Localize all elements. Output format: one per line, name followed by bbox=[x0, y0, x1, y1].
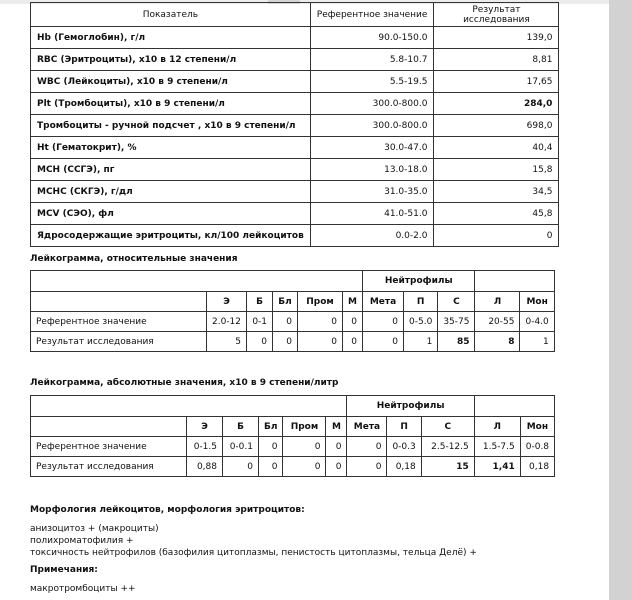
result-value: 34,5 bbox=[434, 181, 559, 203]
table-row bbox=[31, 312, 555, 332]
column-header-empty bbox=[31, 417, 187, 437]
cell-value: 5 bbox=[207, 332, 247, 352]
cell-value: 0 bbox=[298, 332, 343, 352]
cell-value: 0-1 bbox=[247, 312, 273, 332]
row-label: Референтное значение bbox=[31, 312, 207, 332]
column-header: Пром bbox=[298, 292, 343, 312]
group-header-row bbox=[31, 396, 555, 417]
reference-value: 5.5-19.5 bbox=[310, 71, 434, 93]
table-row bbox=[31, 181, 559, 203]
row-label: Референтное значение bbox=[31, 437, 187, 457]
table-row bbox=[31, 49, 559, 71]
column-header: Бл bbox=[273, 292, 298, 312]
column-header: Э bbox=[207, 292, 247, 312]
table-row bbox=[31, 27, 559, 49]
cell-value: 0 bbox=[363, 312, 404, 332]
group-header-empty bbox=[31, 396, 347, 417]
cell-value: 0-0.8 bbox=[520, 437, 554, 457]
table-row bbox=[31, 137, 559, 159]
indicator-name: MCV (СЭО), фл bbox=[31, 203, 311, 225]
cell-value: 0 bbox=[259, 437, 283, 457]
result-value: 698,0 bbox=[434, 115, 559, 137]
header-reference: Референтное значение bbox=[310, 3, 434, 27]
indicator-name: Plt (Тромбоциты), x10 в 9 степени/л bbox=[31, 93, 311, 115]
leukogram-absolute-title: Лейкограмма, абсолютные значения, x10 в 9 степени/литр bbox=[30, 378, 339, 388]
indicator-name: Ht (Гематокрит), % bbox=[31, 137, 311, 159]
cell-value: 1.5-7.5 bbox=[474, 437, 520, 457]
cell-value: 35-75 bbox=[438, 312, 475, 332]
cell-value: 0 bbox=[223, 457, 259, 477]
neutrophils-group-header: Нейтрофилы bbox=[347, 396, 474, 417]
morphology-line: токсичность нейтрофилов (базофилия цитоплазмы, пенистость цитоплазмы, тельца Делё) + bbox=[30, 548, 477, 558]
column-header: Мета bbox=[347, 417, 387, 437]
cell-value: 0 bbox=[298, 312, 343, 332]
cell-value: 0 bbox=[273, 312, 298, 332]
indicator-name: Hb (Гемоглобин), г/л bbox=[31, 27, 311, 49]
reference-value: 30.0-47.0 bbox=[310, 137, 434, 159]
column-header-row bbox=[31, 417, 555, 437]
cell-value: 0 bbox=[259, 457, 283, 477]
column-header: Л bbox=[475, 292, 520, 312]
table-row bbox=[31, 225, 559, 247]
table-row bbox=[31, 457, 555, 477]
table-row bbox=[31, 437, 555, 457]
column-header: М bbox=[343, 292, 363, 312]
cell-value: 0 bbox=[326, 457, 347, 477]
leukogram-absolute-table bbox=[30, 395, 555, 477]
cell-value: 0 bbox=[273, 332, 298, 352]
column-header: П bbox=[404, 292, 438, 312]
column-header: Мон bbox=[520, 292, 554, 312]
cell-value: 0-4.0 bbox=[520, 312, 554, 332]
reference-value: 300.0-800.0 bbox=[310, 93, 434, 115]
column-header-empty bbox=[31, 292, 207, 312]
column-header: Б bbox=[223, 417, 259, 437]
result-value: 45,8 bbox=[434, 203, 559, 225]
column-header: М bbox=[326, 417, 347, 437]
cell-value: 20-55 bbox=[475, 312, 520, 332]
cell-value: 85 bbox=[438, 332, 475, 352]
result-value: 17,65 bbox=[434, 71, 559, 93]
cell-value: 1,41 bbox=[474, 457, 520, 477]
right-gutter bbox=[609, 0, 632, 600]
indicator-name: RBC (Эритроциты), x10 в 12 степени/л bbox=[31, 49, 311, 71]
result-value: 284,0 bbox=[434, 93, 559, 115]
header-result bbox=[434, 3, 559, 27]
reference-value: 90.0-150.0 bbox=[310, 27, 434, 49]
cell-value: 0 bbox=[343, 332, 363, 352]
column-header: Мон bbox=[520, 417, 554, 437]
cell-value: 0 bbox=[347, 437, 387, 457]
result-value: 8,81 bbox=[434, 49, 559, 71]
cell-value: 0 bbox=[326, 437, 347, 457]
column-header-row bbox=[31, 292, 555, 312]
result-value: 15,8 bbox=[434, 159, 559, 181]
morphology-line: полихроматофилия + bbox=[30, 536, 134, 546]
reference-value: 5.8-10.7 bbox=[310, 49, 434, 71]
cell-value: 0,88 bbox=[187, 457, 223, 477]
result-value: 0 bbox=[434, 225, 559, 247]
column-header: С bbox=[421, 417, 474, 437]
column-header: Пром bbox=[283, 417, 326, 437]
cell-value: 1 bbox=[404, 332, 438, 352]
blood-results-table bbox=[30, 2, 559, 247]
leukogram-relative-table bbox=[30, 270, 555, 352]
header-indicator: Показатель bbox=[31, 3, 311, 27]
cell-value: 0-0.3 bbox=[387, 437, 421, 457]
result-value: 139,0 bbox=[434, 27, 559, 49]
column-header: С bbox=[438, 292, 475, 312]
indicator-name: MCHC (СКГЭ), г/дл bbox=[31, 181, 311, 203]
column-header: Бл bbox=[259, 417, 283, 437]
reference-value: 13.0-18.0 bbox=[310, 159, 434, 181]
cell-value: 0 bbox=[343, 312, 363, 332]
cell-value: 8 bbox=[475, 332, 520, 352]
column-header: Л bbox=[474, 417, 520, 437]
cell-value: 0,18 bbox=[520, 457, 554, 477]
group-header-row bbox=[31, 271, 555, 292]
cell-value: 0 bbox=[347, 457, 387, 477]
indicator-name: Тромбоциты - ручной подсчет , x10 в 9 степени/л bbox=[31, 115, 311, 137]
row-label: Результат исследования bbox=[31, 457, 187, 477]
header-result-line2: исследования bbox=[463, 14, 530, 25]
cell-value: 15 bbox=[421, 457, 474, 477]
header-result-line1: Результат bbox=[472, 4, 521, 15]
notes-line: макротромбоциты ++ bbox=[30, 584, 136, 594]
cell-value: 2.0-12 bbox=[207, 312, 247, 332]
morphology-title: Морфология лейкоцитов, морфология эритроцитов: bbox=[30, 505, 305, 515]
reference-value: 41.0-51.0 bbox=[310, 203, 434, 225]
table-row bbox=[31, 115, 559, 137]
table-row bbox=[31, 93, 559, 115]
column-header: Э bbox=[187, 417, 223, 437]
cell-value: 0-5.0 bbox=[404, 312, 438, 332]
cell-value: 2.5-12.5 bbox=[421, 437, 474, 457]
group-header-empty bbox=[474, 396, 554, 417]
row-label: Результат исследования bbox=[31, 332, 207, 352]
cell-value: 0 bbox=[283, 437, 326, 457]
table-row bbox=[31, 332, 555, 352]
table-header-row bbox=[31, 3, 559, 27]
table-row bbox=[31, 203, 559, 225]
cell-value: 0,18 bbox=[387, 457, 421, 477]
cell-value: 0-0.1 bbox=[223, 437, 259, 457]
morphology-line: анизоцитоз + (макроциты) bbox=[30, 524, 159, 534]
cell-value: 1 bbox=[520, 332, 554, 352]
column-header: Мета bbox=[363, 292, 404, 312]
group-header-empty bbox=[475, 271, 554, 292]
group-header-empty bbox=[31, 271, 363, 292]
reference-value: 300.0-800.0 bbox=[310, 115, 434, 137]
cell-value: 0 bbox=[283, 457, 326, 477]
notes-title: Примечания: bbox=[30, 565, 98, 575]
indicator-name: MCH (ССГЭ), пг bbox=[31, 159, 311, 181]
result-value: 40,4 bbox=[434, 137, 559, 159]
reference-value: 0.0-2.0 bbox=[310, 225, 434, 247]
cell-value: 0 bbox=[247, 332, 273, 352]
indicator-name: WBC (Лейкоциты), x10 в 9 степени/л bbox=[31, 71, 311, 93]
column-header: Б bbox=[247, 292, 273, 312]
table-row bbox=[31, 71, 559, 93]
cell-value: 0-1.5 bbox=[187, 437, 223, 457]
column-header: П bbox=[387, 417, 421, 437]
table-row bbox=[31, 159, 559, 181]
indicator-name: Ядросодержащие эритроциты, кл/100 лейкоцитов bbox=[31, 225, 311, 247]
reference-value: 31.0-35.0 bbox=[310, 181, 434, 203]
cell-value: 0 bbox=[363, 332, 404, 352]
morphology-section bbox=[30, 504, 477, 595]
leukogram-relative-title: Лейкограмма, относительные значения bbox=[30, 254, 238, 264]
neutrophils-group-header: Нейтрофилы bbox=[363, 271, 475, 292]
